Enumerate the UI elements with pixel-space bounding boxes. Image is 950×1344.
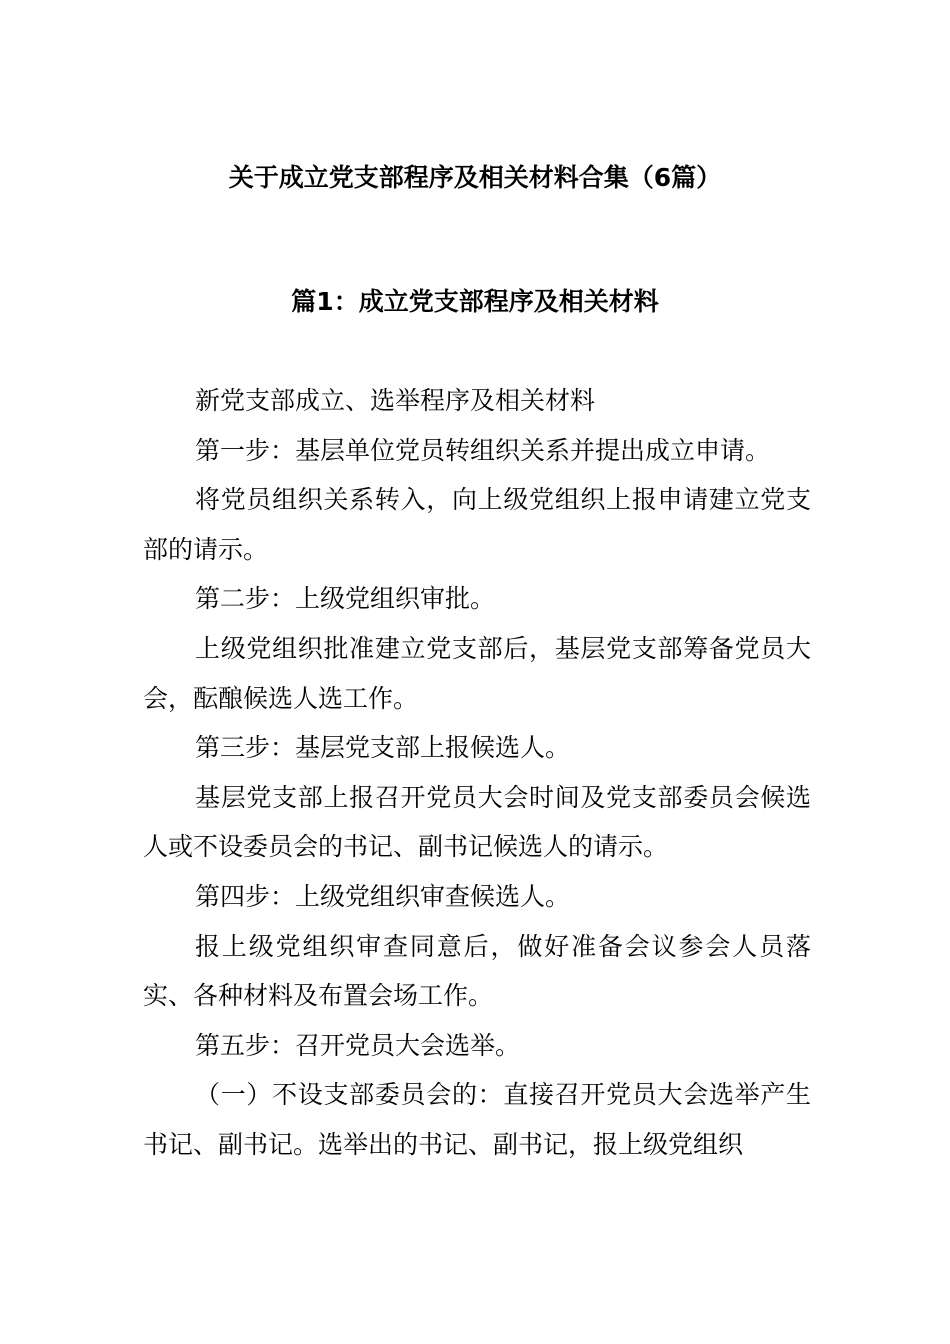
paragraph: 将党员组织关系转入，向上级党组织上报申请建立党支部的请示。 — [143, 485, 811, 564]
paragraph: 第四步：上级党组织审查候选人。 — [195, 881, 571, 911]
paragraph: 基层党支部上报召开党员大会时间及党支部委员会候选人或不设委员会的书记、副书记候选人的请示。 — [143, 782, 811, 862]
document-title: 关于成立党支部程序及相关材料合集（6篇） — [228, 163, 722, 192]
document-body — [143, 376, 811, 1170]
paragraph: （一）不设支部委员会的：直接召开党员大会选举产生书记、副书记。选举出的书记、副书记，报上级党组织 — [143, 1080, 811, 1159]
paragraph: 第五步：召开党员大会选举。 — [195, 1030, 521, 1060]
paragraph: 第二步：上级党组织审批。 — [195, 584, 496, 614]
paragraph: 上级党组织批准建立党支部后，基层党支部筹备党员大会，酝酿候选人选工作。 — [143, 633, 811, 713]
paragraph: 第三步：基层党支部上报候选人。 — [195, 733, 571, 763]
paragraph: 第一步：基层单位党员转组织关系并提出成立申请。 — [195, 435, 771, 465]
paragraph: 新党支部成立、选举程序及相关材料 — [195, 386, 596, 415]
section-heading: 篇1：成立党支部程序及相关材料 — [291, 287, 659, 316]
paragraph: 报上级党组织审查同意后，做好准备会议参会人员落实、各种材料及布置会场工作。 — [143, 931, 811, 1011]
